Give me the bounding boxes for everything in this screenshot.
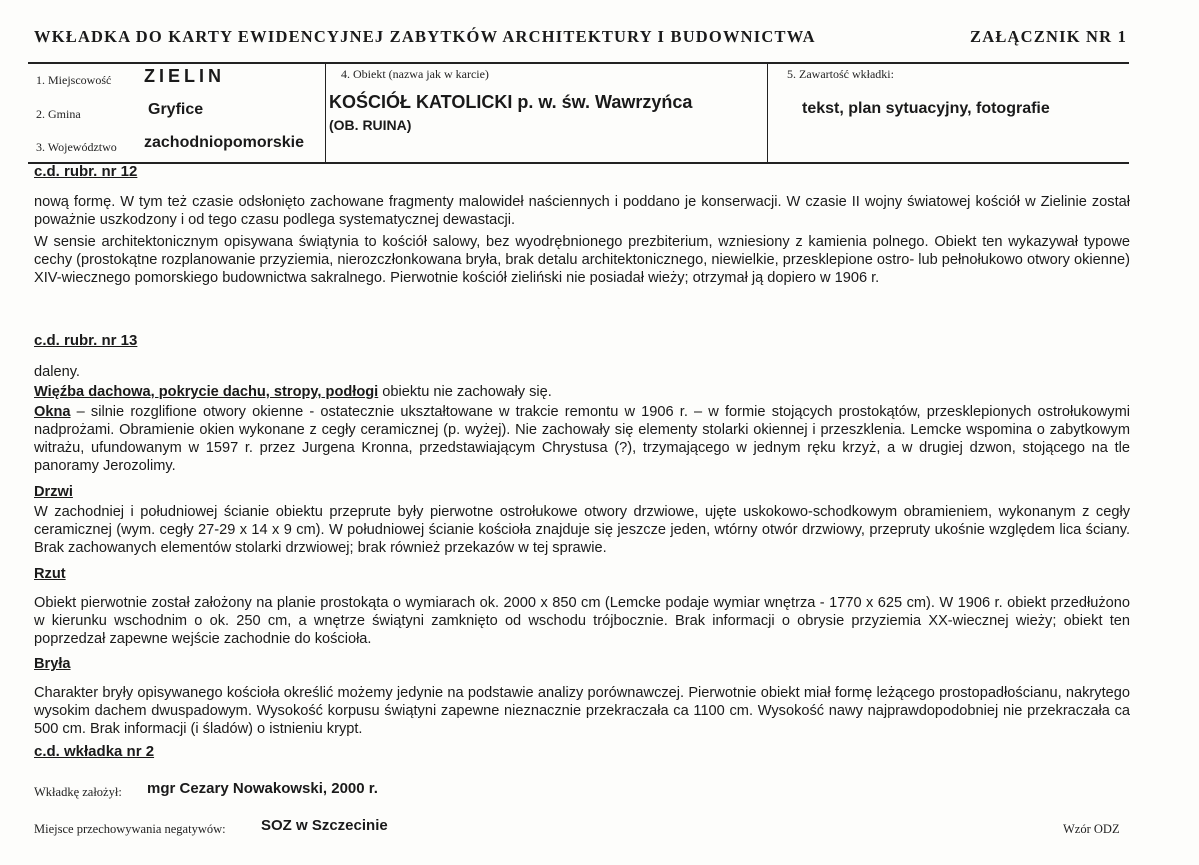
rubric-12-paragraph-1: nową formę. W tym też czasie odsłonięto zachowane fragmenty malowideł naściennych i poddano je konserwacji. W czasie II wojny światowej kościół w Zielinie został poważnie uszkodzony i od tego czasu podlega systematycznej dewastacji. [34,194,1130,228]
rubric-13-lead: daleny. [34,364,80,380]
plan-heading: Rzut [34,566,66,582]
negatives-storage-label: Miejsce przechowywania negatywów: [34,822,226,836]
column-divider [767,64,768,162]
form-code: Wzór ODZ [1063,822,1120,836]
column-divider [325,64,326,162]
rubric-12-paragraph-2: W sensie architektonicznym opisywana świątynia to kościół salowy, bez wyodrębnionego prezbiterium, wzniesiony z kamienia polnego. Obiekt ten wykazywał typowe cechy (prostokątne rozplanowanie przyziemia, nierozczłonkowana bryła, brak detalu architektonicznego, niewielkie, przesklepione ostro- lub pełnołukowo otwory okienne) XIV-wiecznego pomorskiego budownictwa sakralnego. Pierwotnie kościół zieliński nie posiadał wieży; otrzymał ją dopiero w 1906 r. [34,234,1130,286]
roof-text: obiektu nie zachowały się. [378,384,552,400]
voivodeship-label: 3. Województwo [36,140,117,154]
place-value: ZIELIN [144,66,225,86]
windows-text: – silnie rozglifione otwory okienne - ostatecznie ukształtowane w trakcie remontu w 1906 r. – w formie stojących prostokątów, przesklepionych ostrołukowymi nadprożami. Obramienie okien wykonane z cegły ceramicznej (p. wyżej). Nie zachowały się elementy stolarki okiennej i przeszklenia. Lemcke wspomina o zabytkowym witrażu, ufundowanym w 1597 r. przez Jurgena Kronna, przedstawiającym Chrystusa (?), trzymającego w jednym ręku krzyż, a w drugiej dzwon, stojącego na tle panoramy Jerozolimy. [34,404,1130,474]
windows-paragraph [34,403,1130,475]
plan-paragraph: Obiekt pierwotnie został założony na planie prostokąta o wymiarach ok. 2000 x 850 cm (Lemcke podaje wymiar wnętrza - 1770 x 625 cm). W 1906 r. obiekt przedłużono w kierunku wschodnim o ok. 250 cm, a wnętrze świątyni zamknięto od wschodu trójbocznie. Brak informacji o obrysie przyziemia XX-wiecznej wieży; obiekt ten poprzedzał zapewne wejście zachodnie do kościoła. [34,595,1130,647]
voivodeship-value: zachodniopomorskie [144,134,305,151]
content-label: 5. Zawartość wkładki: [787,67,894,81]
object-label: 4. Obiekt (nazwa jak w karcie) [341,67,489,81]
doors-paragraph: W zachodniej i południowej ścianie obiektu przeprute były pierwotne ostrołukowe otwory drzwiowe, ujęte uskokowo-schodkowym obramieniem, wykonanym z cegły ceramicznej (wym. cegły 27-29 x 14 x 9 cm). W południowej ścianie kościoła znajduje się jeszcze jeden, wtórny otwór drzwiowy, przepruty ukośnie względem lica ściany. Brak zachowanych elementów stolarki drzwiowej; brak również przekazów w tej sprawie. [34,504,1130,556]
commune-label: 2. Gmina [36,107,81,121]
roof-heading: Więźba dachowa, pokrycie dachu, stropy, podłogi [34,384,379,400]
mass-heading: Bryła [34,656,71,672]
form-title: WKŁADKA DO KARTY EWIDENCYJNEJ ZABYTKÓW ARCHITEKTURY I BUDOWNICTWA [34,27,816,46]
roof-paragraph [34,383,1130,401]
header-fields-table [28,62,1129,164]
annex-number: ZAŁĄCZNIK NR 1 [970,27,1128,46]
author-value: mgr Cezary Nowakowski, 2000 r. [147,780,378,797]
windows-heading: Okna [34,404,71,420]
author-label: Wkładkę założył: [34,785,122,799]
content-value: tekst, plan sytuacyjny, fotografie [802,100,1050,117]
object-status: (OB. RUINA) [329,117,412,133]
rubric-12-heading: c.d. rubr. nr 12 [34,163,138,180]
object-value: KOŚCIÓŁ KATOLICKI p. w. św. Wawrzyńca [329,92,693,112]
rubric-13-heading: c.d. rubr. nr 13 [34,332,138,349]
mass-paragraph: Charakter bryły opisywanego kościoła określić możemy jedynie na podstawie analizy porównawczej. Pierwotnie obiekt miał formę leżącego prostopadłościanu, nakrytego wysokim dachem dwuspadowym. Wysokość korpusu świątyni zapewne nieznacznie przekraczała ca 1100 cm. Wysokość nawy najprawdopodobniej nie przekraczała ca 500 cm. Brak informacji (i śladów) o istnieniu krypt. [34,685,1130,737]
place-label: 1. Miejscowość [36,73,112,87]
next-insert-heading: c.d. wkładka nr 2 [34,743,155,760]
commune-value: Gryfice [148,101,204,118]
doors-heading: Drzwi [34,484,73,500]
negatives-storage-value: SOZ w Szczecinie [261,817,388,834]
